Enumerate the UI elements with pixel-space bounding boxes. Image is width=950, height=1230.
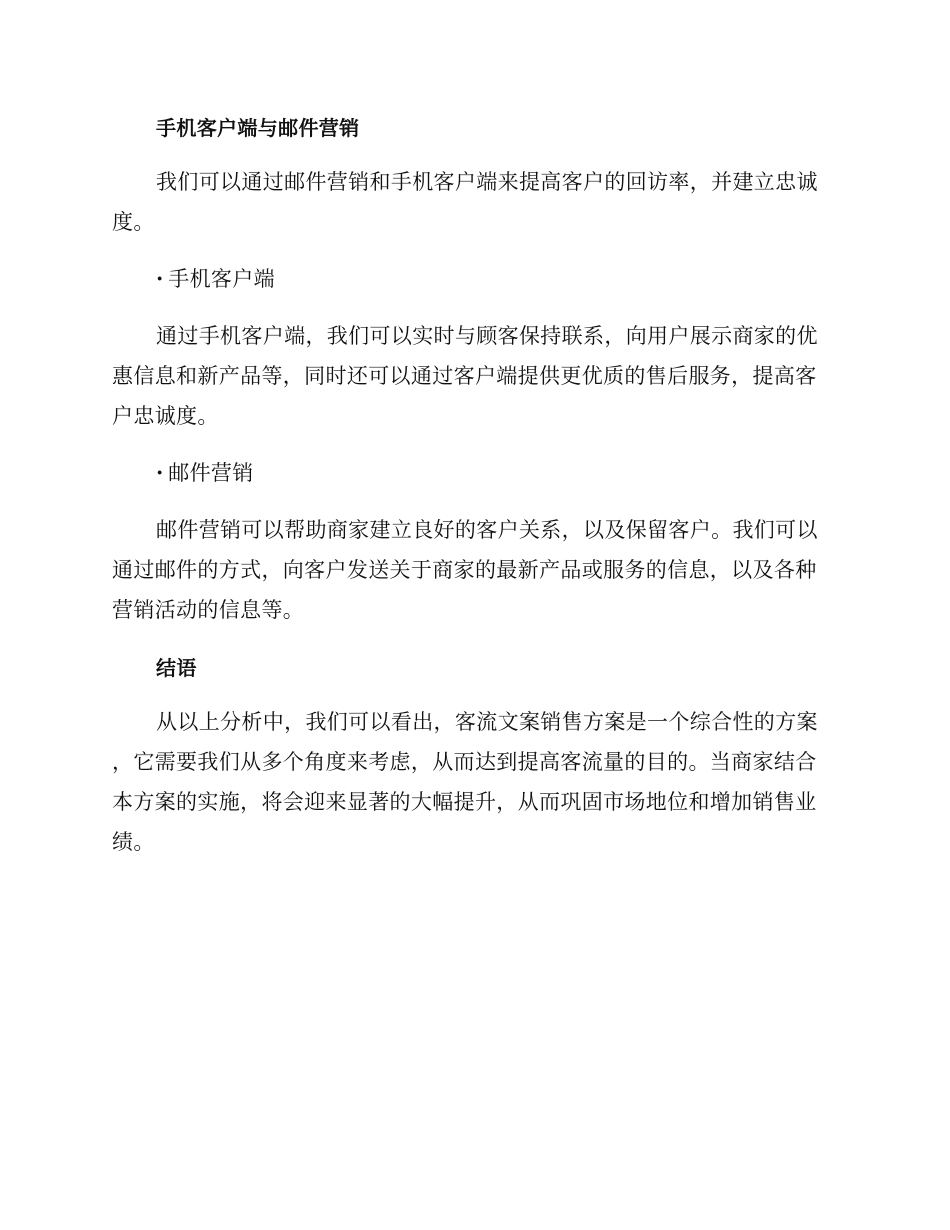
bullet-item-mobile-client [112, 264, 832, 294]
bullet-label-email-marketing: 邮件营销 [168, 461, 254, 485]
section-heading-conclusion: 结语 [156, 656, 197, 680]
bullet-label-mobile-client: 手机客户端 [168, 267, 275, 291]
bullet-marker: · [156, 460, 164, 485]
bullet-marker: · [156, 266, 164, 291]
section-heading-mobile-email: 手机客户端与邮件营销 [156, 116, 360, 140]
mobile-client-paragraph: 通过手机客户端，我们可以实时与顾客保持联系，向用户展示商家的优惠信息和新产品等，同时还可以通过客户端提供更优质的售后服务，提高客户忠诚度。 [112, 324, 818, 428]
intro-paragraph: 我们可以通过邮件营销和手机客户端来提高客户的回访率，并建立忠诚度。 [112, 170, 818, 234]
conclusion-paragraph: 从以上分析中，我们可以看出，客流文案销售方案是一个综合性的方案，它需要我们从多个角度来考虑，从而达到提高客流量的目的。当商家结合本方案的实施，将会迎来显著的大幅提升，从而巩固市场地位和增加销售业绩。 [112, 710, 818, 854]
bullet-item-email-marketing [112, 458, 832, 488]
email-marketing-paragraph: 邮件营销可以帮助商家建立良好的客户关系，以及保留客户。我们可以通过邮件的方式，向客户发送关于商家的最新产品或服务的信息，以及各种营销活动的信息等。 [112, 518, 818, 622]
